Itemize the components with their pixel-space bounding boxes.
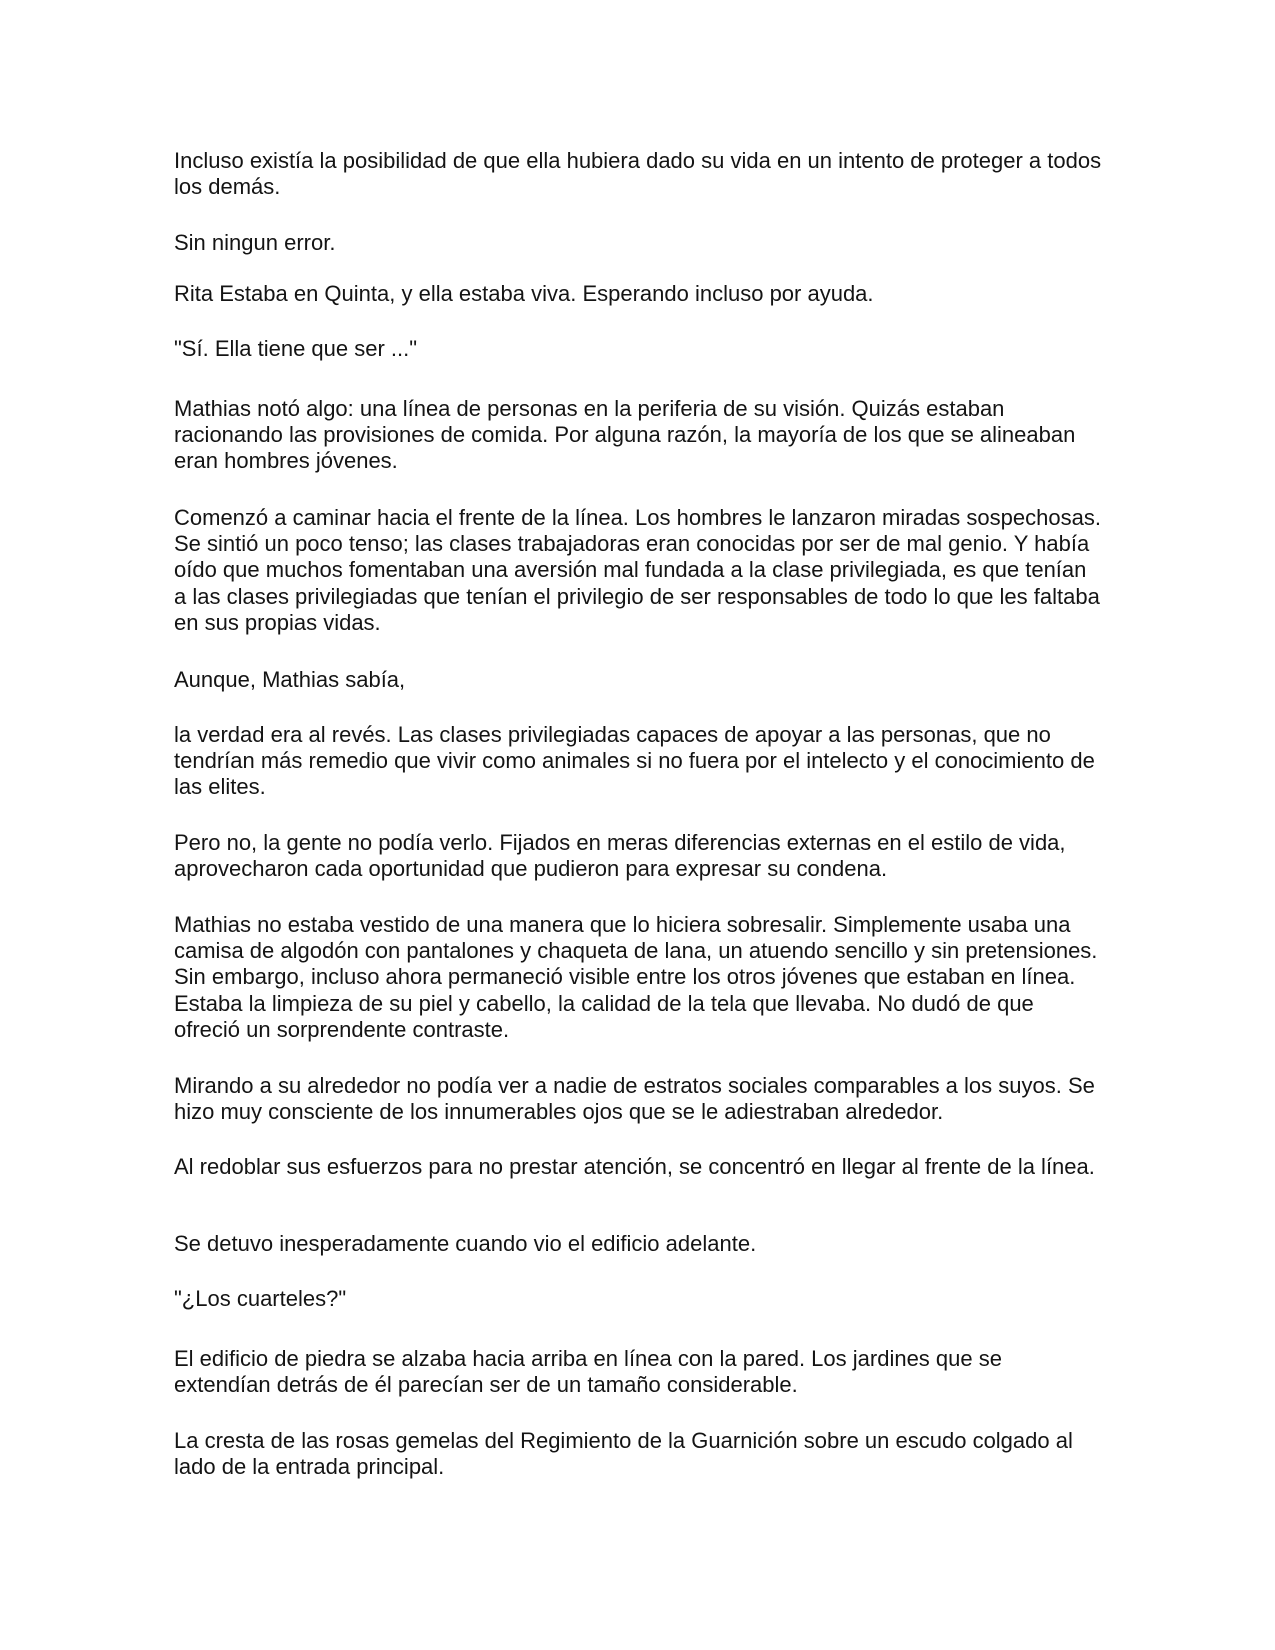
paragraph: Se detuvo inesperadamente cuando vio el edificio adelante. (174, 1231, 757, 1256)
paragraph: Mathias notó algo: una línea de personas en la periferia de su visión. Quizás estaban racionando las provisiones de comida. Por alguna razón, la mayoría de los que se alineaban eran hombres jóvenes. (174, 396, 1076, 474)
paragraph: La cresta de las rosas gemelas del Regimiento de la Guarnición sobre un escudo colgado al lado de la entrada principal. (174, 1428, 1073, 1480)
paragraph: la verdad era al revés. Las clases privilegiadas capaces de apoyar a las personas, que no tendrían más remedio que vivir como animales si no fuera por el intelecto y el conocimiento de las elites. (174, 722, 1095, 800)
paragraph: "¿Los cuarteles?" (174, 1286, 347, 1311)
paragraph: Al redoblar sus esfuerzos para no prestar atención, se concentró en llegar al frente de la línea. (174, 1154, 1095, 1179)
paragraph: El edificio de piedra se alzaba hacia arriba en línea con la pared. Los jardines que se extendían detrás de él parecían ser de un tamaño considerable. (174, 1346, 1002, 1398)
paragraph: Incluso existía la posibilidad de que ella hubiera dado su vida en un intento de proteger a todos los demás. (174, 148, 1102, 200)
paragraph: Sin ningun error. (174, 230, 336, 255)
paragraph: "Sí. Ella tiene que ser ..." (174, 336, 418, 361)
paragraph: Comenzó a caminar hacia el frente de la línea. Los hombres le lanzaron miradas sospechosas. Se sintió un poco tenso; las clases trabajadoras eran conocidas por ser de mal genio. Y había oído que muchos fomentaban una aversión mal fundada a la clase privilegiada, es que tenían a las clases privilegiadas que tenían el privilegio de ser responsables de todo lo que les faltaba en sus propias vidas. (174, 505, 1101, 635)
paragraph: Rita Estaba en Quinta, y ella estaba viva. Esperando incluso por ayuda. (174, 281, 874, 306)
paragraph: Pero no, la gente no podía verlo. Fijados en meras diferencias externas en el estilo de vida, aprovecharon cada oportunidad que pudieron para expresar su condena. (174, 830, 1066, 882)
paragraph: Mathias no estaba vestido de una manera que lo hiciera sobresalir. Simplemente usaba una camisa de algodón con pantalones y chaqueta de lana, un atuendo sencillo y sin pretensiones. Sin embargo, incluso ahora permaneció visible entre los otros jóvenes que estaban en línea. Estaba la limpieza de su piel y cabello, la calidad de la tela que llevaba. No dudó de que ofreció un sorprendente contraste. (174, 912, 1098, 1042)
paragraph: Aunque, Mathias sabía, (174, 667, 406, 692)
paragraph: Mirando a su alrededor no podía ver a nadie de estratos sociales comparables a los suyos. Se hizo muy consciente de los innumerables ojos que se le adiestraban alrededor. (174, 1073, 1095, 1125)
